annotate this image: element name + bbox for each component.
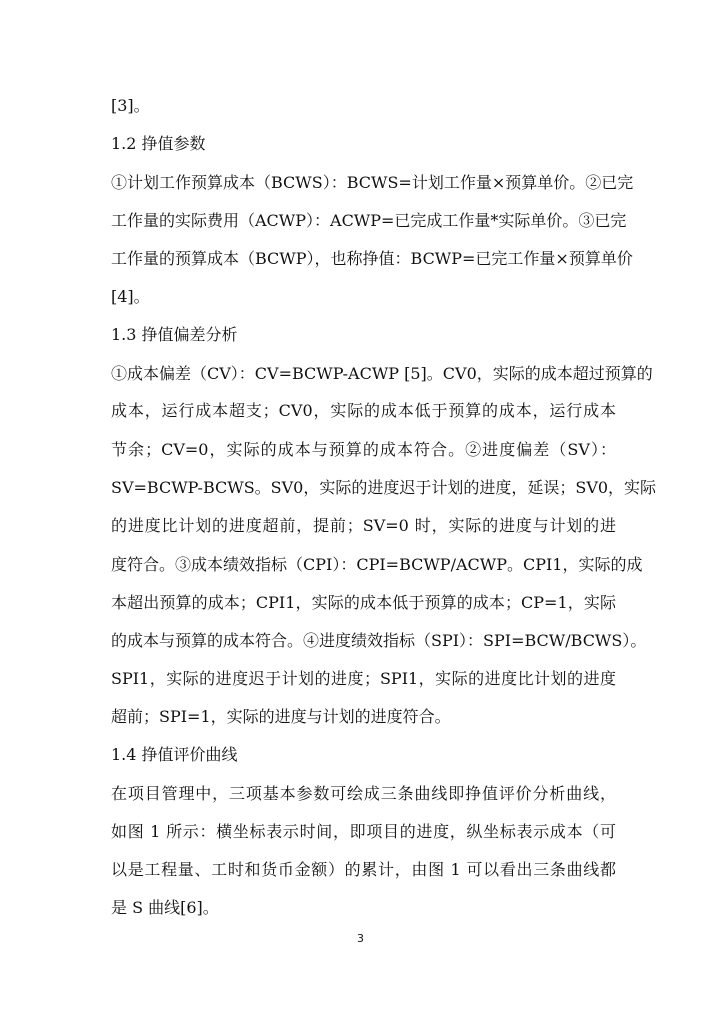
text-line: 在项目管理中，三项基本参数可绘成三条曲线即挣值评价分析曲线， <box>111 784 616 803</box>
text-line: 的进度比计划的进度超前，提前；SV=0 时，实际的进度与计划的进 <box>111 516 616 535</box>
text-line: 超前；SPI=1，实际的进度与计划的进度符合。 <box>111 707 451 726</box>
section-heading: 1.2 挣值参数 <box>111 134 206 153</box>
section-heading: 1.4 挣值评价曲线 <box>111 745 238 764</box>
text-line: 节余；CV=0，实际的成本与预算的成本符合。②进度偏差（SV）： <box>111 440 616 459</box>
section-heading: 1.3 挣值偏差分析 <box>111 325 238 344</box>
page-number: 3 <box>357 932 364 945</box>
text-line: 以是工程量、工时和货币金额）的累计，由图 1 可以看出三条曲线都 <box>111 860 616 879</box>
text-line: ①计划工作预算成本（BCWS）：BCWS=计划工作量×预算单价。②已完 <box>111 173 634 192</box>
text-line: 如图 1 所示：横坐标表示时间，即项目的进度，纵坐标表示成本（可 <box>111 822 616 841</box>
text-line: SV=BCWP-BCWS。SV0，实际的进度迟于计划的进度，延误；SV0，实际 <box>111 478 657 497</box>
text-line: [4]。 <box>111 287 150 306</box>
text-line: ①成本偏差（CV）：CV=BCWP-ACWP [5]。CV0，实际的成本超过预算的 <box>111 364 653 383</box>
text-line: 是 S 曲线[6]。 <box>111 898 219 917</box>
text-line: 本超出预算的成本；CPI1，实际的成本低于预算的成本；CP=1，实际 <box>111 593 616 612</box>
text-line: 工作量的实际费用（ACWP）：ACWP=已完成工作量*实际单价。③已完 <box>111 211 627 230</box>
text-line: 的成本与预算的成本符合。④进度绩效指标（SPI）：SPI=BCW/BCWS）。 <box>111 631 647 650</box>
text-line: 度符合。③成本绩效指标（CPI）：CPI=BCWP/ACWP。CPI1，实际的成 <box>111 555 643 574</box>
text-line: 工作量的预算成本（BCWP），也称挣值：BCWP=已完工作量×预算单价 <box>111 249 633 268</box>
text-line: 成本，运行成本超支；CV0，实际的成本低于预算的成本，运行成本 <box>111 401 616 420</box>
text-line: SPI1，实际的进度迟于计划的进度；SPI1，实际的进度比计划的进度 <box>111 669 616 688</box>
text-line: [3]。 <box>111 96 150 115</box>
